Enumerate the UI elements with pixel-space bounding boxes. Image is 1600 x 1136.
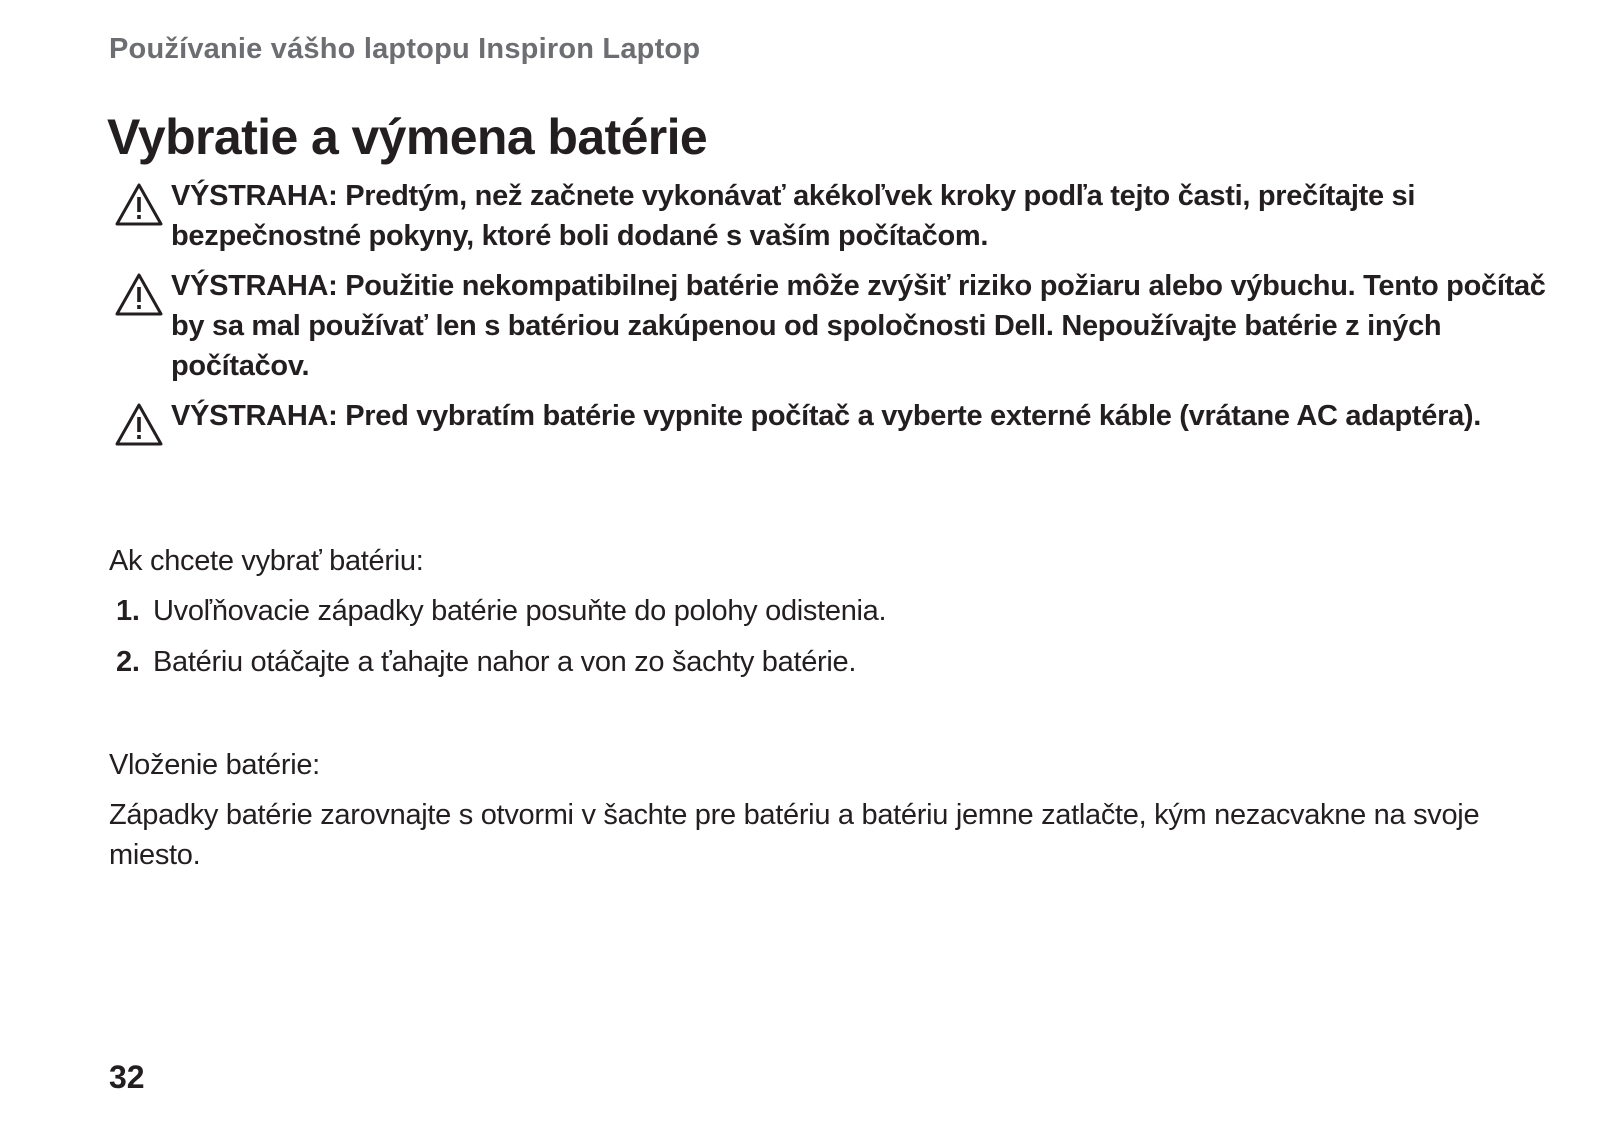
warning-notice [114, 176, 1554, 256]
step-number: 2. [116, 646, 140, 678]
warning-text: VÝSTRAHA: Použitie nekompatibilnej batérie môže zvýšiť riziko požiaru alebo výbuchu. Tento počítač by sa mal používať len s batériou zakúpenou od spoločnosti Dell. Nepoužívajte batérie z iných počítačov. [171, 270, 1546, 382]
section-title: Vybratie a výmena batérie [107, 109, 708, 165]
remove-intro: Ak chcete vybrať batériu: [109, 545, 424, 577]
page-number: 32 [109, 1059, 145, 1095]
remove-steps-list [116, 591, 886, 693]
warning-text: VÝSTRAHA: Predtým, než začnete vykonávať akékoľvek kroky podľa tejto časti, prečítajte si bezpečnostné pokyny, ktoré boli dodané s vaším počítačom. [171, 180, 1416, 252]
step-number: 1. [116, 595, 140, 627]
running-header: Používanie vášho laptopu Inspiron Laptop [109, 33, 701, 65]
list-item [116, 642, 886, 682]
warning-text: VÝSTRAHA: Pred vybratím batérie vypnite počítač a vyberte externé káble (vrátane AC adaptéra). [171, 400, 1482, 432]
insert-heading: Vloženie batérie: [109, 749, 320, 781]
insert-instructions: Západky batérie zarovnajte s otvormi v šachte pre batériu a batériu jemne zatlačte, kým nezacvakne na svoje miesto. [109, 799, 1480, 871]
warning-notice [114, 266, 1554, 386]
list-item [116, 591, 886, 631]
warning-notice [114, 396, 1554, 436]
warnings-list [114, 176, 1554, 446]
step-text: Batériu otáčajte a ťahajte nahor a von zo šachty batérie. [153, 646, 857, 678]
warning-triangle-icon [114, 272, 164, 317]
warning-triangle-icon [114, 182, 164, 227]
warning-triangle-icon [114, 402, 164, 447]
step-text: Uvoľňovacie západky batérie posuňte do polohy odistenia. [153, 595, 887, 627]
